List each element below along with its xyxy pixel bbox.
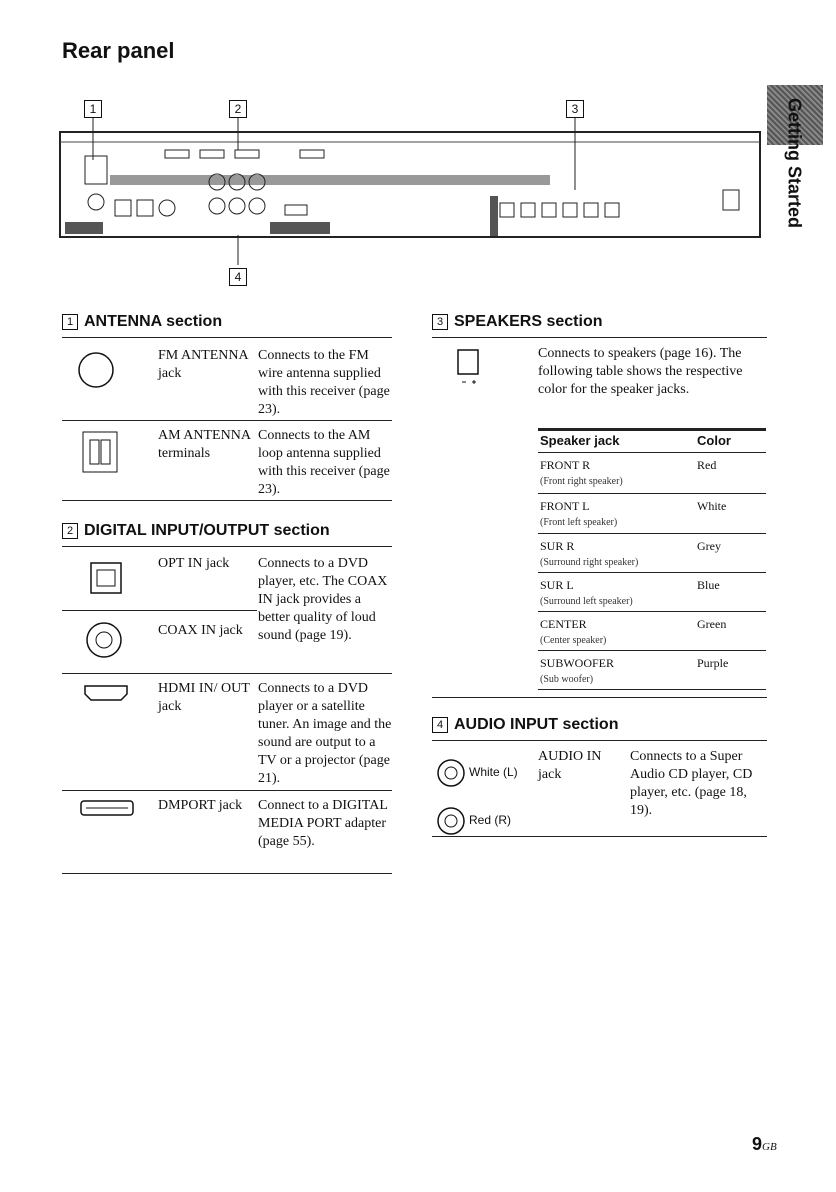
speaker-row-color: Red	[697, 458, 717, 472]
fm-antenna-name: FM ANTENNA jack	[158, 348, 248, 381]
section-rule	[432, 337, 767, 338]
speaker-row-color: Grey	[697, 539, 721, 553]
dmport-desc: Connect to a DIGITAL MEDIA PORT adapter (page 55).	[258, 798, 388, 849]
section-rule	[62, 546, 392, 547]
callout-1: 1	[84, 100, 102, 118]
speaker-row-color: Green	[697, 617, 727, 631]
fm-antenna-jack-icon	[76, 350, 116, 390]
section-rule	[62, 337, 392, 338]
am-antenna-name: AM ANTENNA terminals	[158, 428, 251, 461]
row-rule	[62, 673, 392, 674]
table-row-rule	[538, 533, 766, 534]
speaker-row-jack: CENTER	[540, 617, 587, 631]
speaker-row-sub: (Surround right speaker)	[540, 557, 639, 568]
speakers-section-heading	[432, 313, 602, 331]
section-end-rule	[62, 873, 392, 874]
callout-2: 2	[229, 100, 247, 118]
section-rule	[432, 740, 767, 741]
audio-in-desc: Connects to a Super Audio CD player, CD player, etc. (page 18, 19).	[630, 749, 753, 818]
antenna-label-plate	[65, 222, 103, 234]
audio-jack-label-red: Red (R)	[469, 813, 512, 827]
audio-in-name: AUDIO IN jack	[538, 749, 602, 782]
speaker-row-sub: (Sub woofer)	[540, 674, 594, 685]
section-end-rule	[62, 500, 392, 501]
speaker-row-sub: (Center speaker)	[540, 635, 607, 646]
speaker-row-color: Blue	[697, 578, 720, 592]
antenna-section-heading	[62, 313, 222, 331]
table-header-rule	[538, 452, 766, 453]
hdmi-desc: Connects to a DVD player or a satellite tuner. An image and the sound are output to a TV or a projector (page 21).	[258, 681, 392, 786]
table-header-speaker-jack: Speaker jack	[540, 433, 620, 448]
digital-label-strip	[110, 175, 550, 185]
table-row-rule	[538, 689, 766, 690]
section-end-rule	[432, 697, 767, 698]
rear-panel-illustration	[55, 90, 770, 290]
row-rule	[62, 420, 392, 421]
digital-section-heading	[62, 522, 330, 540]
dmport-name: DMPORT jack	[158, 798, 243, 813]
dmport-jack-icon	[78, 798, 136, 818]
page-number	[752, 1134, 777, 1155]
speaker-row-jack: FRONT R	[540, 458, 591, 472]
row-rule	[62, 790, 392, 791]
speaker-row-sub: (Front left speaker)	[540, 517, 618, 528]
speaker-row-jack: SUR L	[540, 578, 574, 592]
speaker-row-color: Purple	[697, 656, 729, 670]
coax-in-jack-icon	[84, 620, 124, 660]
hdmi-name: HDMI IN/ OUT jack	[158, 681, 250, 714]
speaker-row-sub: (Front right speaker)	[540, 476, 623, 487]
table-row-rule	[538, 611, 766, 612]
audio-section-heading	[432, 716, 618, 734]
speakers-section-number: 3	[432, 314, 448, 330]
am-antenna-desc: Connects to the AM loop antenna supplied with this receiver (page 23).	[258, 428, 390, 497]
digital-section-number: 2	[62, 523, 78, 539]
page-number-suffix: GB	[762, 1141, 777, 1153]
speaker-jack-icon	[450, 346, 486, 386]
speakers-section-title: SPEAKERS section	[454, 313, 603, 330]
callout-4: 4	[229, 268, 247, 286]
opt-coax-desc: Connects to a DVD player, etc. The COAX IN jack provides a better quality of loud sound (page 19).	[258, 556, 388, 643]
antenna-section-number: 1	[62, 314, 78, 330]
side-tab-label: Getting Started	[784, 98, 805, 229]
tv-label-plate	[270, 222, 330, 234]
hdmi-jack-icon	[82, 683, 130, 703]
audio-section-title: AUDIO INPUT section	[454, 716, 619, 733]
fm-antenna-desc: Connects to the FM wire antenna supplied with this receiver (page 23).	[258, 348, 390, 417]
speaker-row-jack: SUBWOOFER	[540, 656, 615, 670]
table-header-color: Color	[697, 433, 731, 448]
audio-in-red-jack-icon	[436, 806, 466, 836]
speaker-row-jack: SUR R	[540, 539, 575, 553]
digital-section-title: DIGITAL INPUT/OUTPUT section	[84, 522, 330, 539]
row-rule	[62, 610, 257, 611]
page-title: Rear panel	[62, 38, 175, 63]
table-top-rule	[538, 428, 766, 431]
table-row-rule	[538, 572, 766, 573]
table-row-rule	[538, 650, 766, 651]
speaker-row-jack: FRONT L	[540, 499, 590, 513]
speaker-row-color: White	[697, 499, 727, 513]
rear-panel-drawing	[55, 90, 770, 290]
callout-3: 3	[566, 100, 584, 118]
audio-section-number: 4	[432, 717, 448, 733]
table-row-rule	[538, 493, 766, 494]
opt-in-name: OPT IN jack	[158, 556, 230, 571]
speakers-label-plate	[490, 196, 498, 236]
antenna-section-title: ANTENNA section	[84, 313, 223, 330]
opt-in-jack-icon	[88, 560, 124, 596]
section-end-rule	[432, 836, 767, 837]
audio-in-white-jack-icon	[436, 758, 466, 788]
page-number-value: 9	[752, 1134, 763, 1154]
audio-jack-label-white: White (L)	[469, 765, 518, 779]
speakers-intro: Connects to speakers (page 16). The following table shows the respective color for the speaker jacks.	[538, 346, 743, 397]
speaker-row-sub: (Surround left speaker)	[540, 596, 633, 607]
am-antenna-terminal-icon	[78, 428, 122, 476]
coax-in-name: COAX IN jack	[158, 623, 243, 638]
